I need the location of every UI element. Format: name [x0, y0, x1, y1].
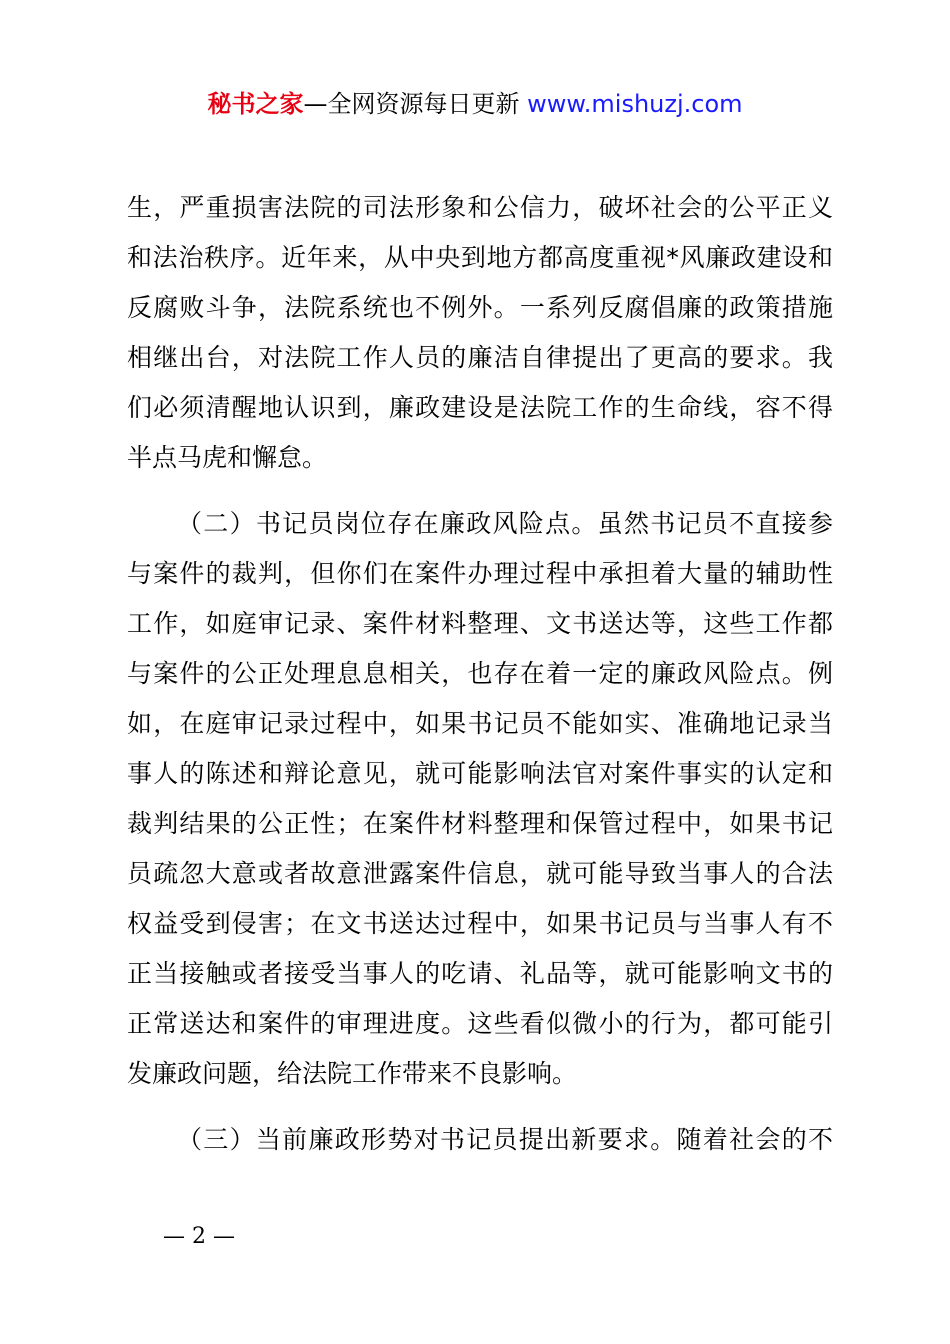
text-line: 反腐败斗争，法院系统也不例外。一系列反腐倡廉的政策措施: [127, 293, 833, 322]
text-line: 与案件的裁判，但你们在案件办理过程中承担着大量的辅助性: [127, 559, 833, 588]
text-line: 发廉政问题，给法院工作带来不良影响。: [127, 1059, 578, 1088]
site-header: [0, 86, 950, 122]
text-line: 正当接触或者接受当事人的吃请、礼品等，就可能影响文书的: [127, 959, 833, 988]
text-line: 生，严重损害法院的司法形象和公信力，破坏社会的公平正义: [127, 193, 833, 222]
text-line: 和法治秩序。近年来，从中央到地方都高度重视*风廉政建设和: [127, 243, 833, 272]
text-line: 与案件的公正处理息息相关，也存在着一定的廉政风险点。例: [127, 659, 833, 688]
brand-name: 秘书之家: [207, 90, 304, 118]
text-line: 员疏忽大意或者故意泄露案件信息，就可能导致当事人的合法: [127, 859, 833, 888]
text-line: 相继出台，对法院工作人员的廉洁自律提出了更高的要求。我: [127, 343, 833, 372]
text-line: 正常送达和案件的审理进度。这些看似微小的行为，都可能引: [127, 1009, 833, 1038]
header-tagline: —全网资源每日更新: [303, 90, 528, 118]
text-line: 裁判结果的公正性；在案件材料整理和保管过程中，如果书记: [127, 809, 833, 838]
text-line: 工作，如庭审记录、案件材料整理、文书送达等，这些工作都: [127, 609, 833, 638]
page-number: — 2 —: [163, 1224, 235, 1249]
site-url-link[interactable]: www.mishuzj.com: [527, 90, 743, 118]
text-line: 权益受到侵害；在文书送达过程中，如果书记员与当事人有不: [127, 909, 833, 938]
text-line: 半点马虎和懈怠。: [127, 443, 328, 472]
document-body: [127, 183, 833, 1165]
text-line: 们必须清醒地认识到，廉政建设是法院工作的生命线，容不得: [127, 393, 833, 422]
text-line: （二）书记员岗位存在廉政风险点。虽然书记员不直接参: [177, 509, 833, 538]
text-line: 事人的陈述和辩论意见，就可能影响法官对案件事实的认定和: [127, 759, 833, 788]
text-line: （三）当前廉政形势对书记员提出新要求。随着社会的不: [177, 1125, 833, 1154]
text-line: 如，在庭审记录过程中，如果书记员不能如实、准确地记录当: [127, 709, 833, 738]
